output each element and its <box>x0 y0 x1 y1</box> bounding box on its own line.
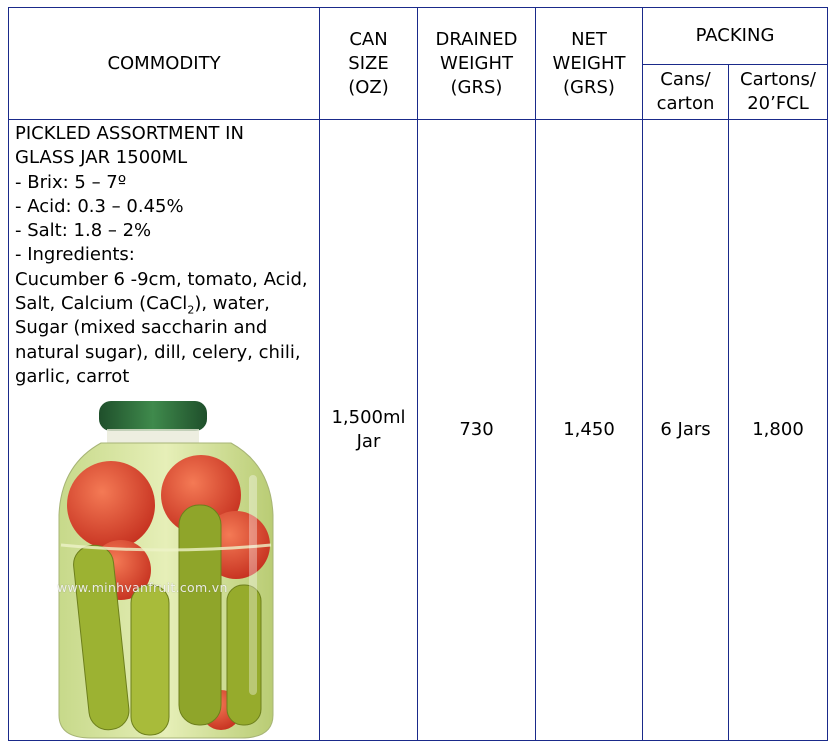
product-spec-table <box>8 7 828 741</box>
drained-weight-value: 730 <box>418 120 536 741</box>
table-row <box>9 120 828 741</box>
cartons-per-fcl-value: 1,800 <box>729 120 828 741</box>
commodity-line: Salt, Calcium (CaCl$_2$), water, <box>15 293 270 317</box>
commodity-line: GLASS JAR 1500ML <box>15 147 188 169</box>
pickle-jar-image <box>51 395 291 740</box>
commodity-cell <box>9 120 320 741</box>
commodity-line: natural sugar), dill, celery, chili, <box>15 341 301 363</box>
commodity-line: Cucumber 6 -9cm, tomato, Acid, <box>15 268 308 290</box>
header-cartons-per-fcl: Cartons/ 20’FCL <box>729 65 828 120</box>
commodity-line: Sugar (mixed saccharin and <box>15 317 268 339</box>
commodity-line: - Acid: 0.3 – 0.45% <box>15 195 184 217</box>
commodity-description <box>15 122 319 389</box>
can-size-value: 1,500ml Jar <box>320 120 418 741</box>
commodity-line: - Salt: 1.8 – 2% <box>15 220 152 242</box>
commodity-line: - Brix: 5 – 7º <box>15 171 127 193</box>
commodity-line: PICKLED ASSORTMENT IN <box>15 123 244 144</box>
net-weight-value: 1,450 <box>536 120 643 741</box>
header-cans-per-carton: Cans/ carton <box>643 65 729 120</box>
header-packing: PACKING <box>643 8 828 65</box>
commodity-line: - Ingredients: <box>15 244 135 266</box>
header-can-size: CAN SIZE (OZ) <box>320 8 418 120</box>
cans-per-carton-value: 6 Jars <box>643 120 729 741</box>
header-net-weight: NET WEIGHT (GRS) <box>536 8 643 120</box>
header-drained-weight: DRAINED WEIGHT (GRS) <box>418 8 536 120</box>
header-commodity: COMMODITY <box>9 8 320 120</box>
commodity-line: garlic, carrot <box>15 365 130 387</box>
watermark-text: www.minhvanfruit.com.vn <box>57 580 228 596</box>
